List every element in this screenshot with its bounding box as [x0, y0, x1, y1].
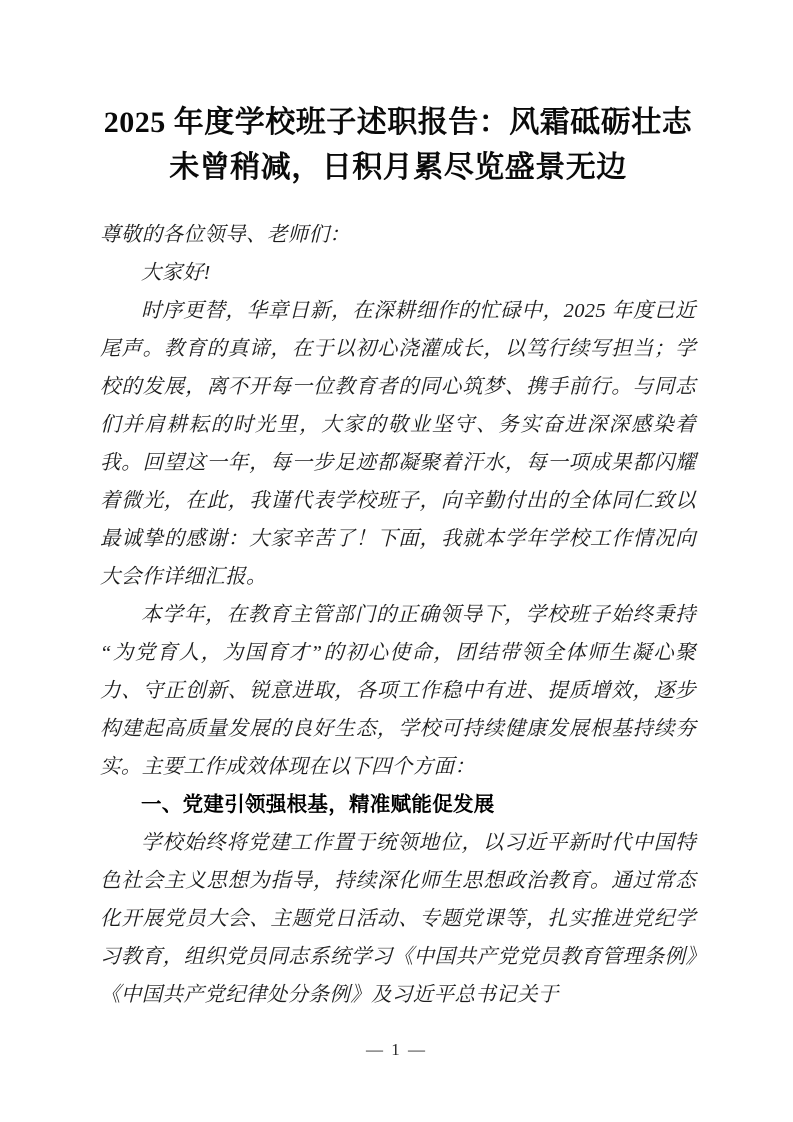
paragraph-overview: 本学年，在教育主管部门的正确领导下，学校班子始终秉持“为党育人，为国育才”的初心使命，团结带领全体师生凝心聚力、守正创新、锐意进取，各项工作稳中有进、提质增效，逐步构建起高质量发展的良好生态，学校可持续健康发展根基持续夯实。主要工作成效体现在以下四个方面：	[100, 604, 696, 778]
section-one-body: 学校始终将党建工作置于统领地位，以习近平新时代中国特色社会主义思想为指导，持续深化师生思想政治教育。通过常态化开展党员大会、主题党日活动、专题党课等，扎实推进党纪学习教育，组织党员同志系统学习《中国共产党党员教育管理条例》《中国共产党纪律处分条例》及习近平总书记关于	[100, 832, 696, 1006]
document-body	[100, 190, 696, 1014]
document-content	[100, 0, 696, 1014]
salutation-line: 尊敬的各位领导、老师们：	[100, 224, 351, 246]
greeting-line: 大家好!	[141, 262, 211, 284]
page-title: 2025 年度学校班子述职报告：风霜砥砺壮志未曾稍减，日积月累尽览盛景无边	[103, 106, 693, 184]
paragraph-opening: 时序更替，华章日新，在深耕细作的忙碌中，2025 年度已近尾声。教育的真谛，在于以初心浇灌成长，以笃行续写担当；学校的发展，离不开每一位教育者的同心筑梦、携手前行。与同志们并肩耕耘的时光里，大家的敬业坚守、务实奋进深深感染着我。回望这一年，每一步足迹都凝聚着汗水，每一项成果都闪耀着微光，在此，我谨代表学校班子，向辛勤付出的全体同仁致以最诚挚的感谢：大家辛苦了！下面，我就本学年学校工作情况向大会作详细汇报。	[100, 300, 696, 588]
page-number-footer: — 1 —	[366, 1040, 427, 1059]
section-heading-one: 一、党建引领强根基，精准赋能促发展	[141, 793, 495, 816]
